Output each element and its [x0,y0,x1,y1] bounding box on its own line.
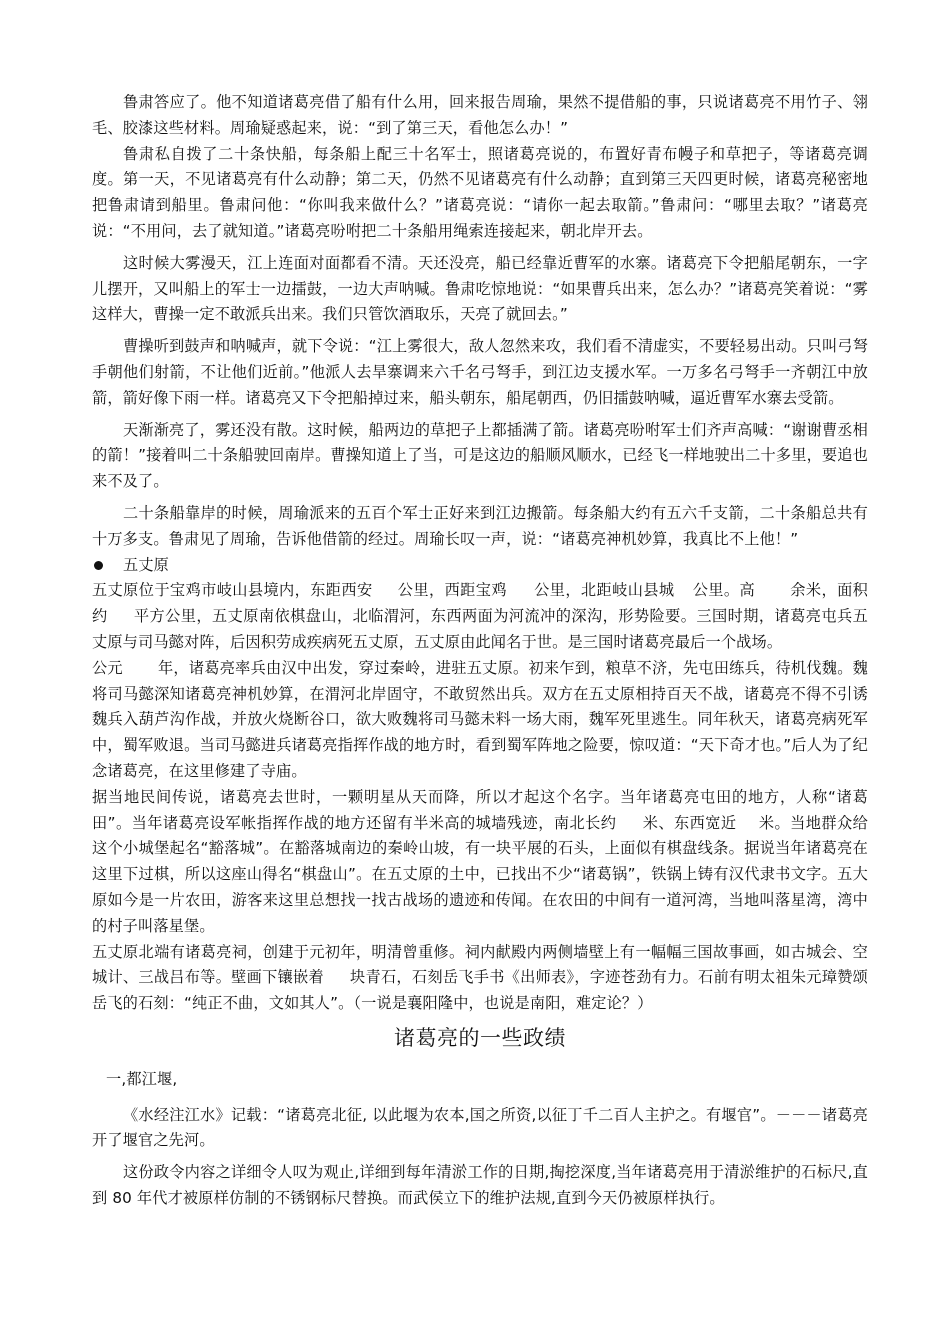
story-paragraph: 鲁肃私自拨了二十条快船，每条船上配三十名军士，照诸葛亮说的，布置好青布幔子和草把子，等诸葛亮调度。第一天，不见诸葛亮有什么动静；第二天，仍然不见诸葛亮有什么动静；直到第三天四更时候，诸葛亮秘密地把鲁肃请到船里。鲁肃问他：“你叫我来做什么？”诸葛亮说：“请你一起去取箭。”鲁肃问：“哪里去取？”诸葛亮说：“不用问，去了就知道。”诸葛亮吩咐把二十条船用绳索连接起来，朝北岸开去。 [92,144,868,240]
bullet-dot-icon [94,561,103,570]
section-heading: 诸葛亮的一些政绩 [394,1025,566,1050]
wuzhangyuan-paragraph: 据当地民间传说，诸葛亮去世时，一颗明星从天而降，所以才起这个名字。当年诸葛亮屯田的地方，人称“诸葛田”。当年诸葛亮设军帐指挥作战的地方还留有半米高的城墙残迹，南北长约 米、东西宽近 米。当地群众给这个小城堡起名“豁落城”。在豁落城南边的秦岭山坡，有一块平展的石头，上面似有棋盘线条。据说当年诸葛亮在这里下过棋，所以这座山得名“棋盘山”。在五丈原的土中，已找出不少“诸葛锅”，铁锅上铸有汉代隶书文字。五大原如今是一片农田，游客来这里总想找一找古战场的遗迹和传闻。在农田的中间有一道河湾，当地叫落星湾，湾中的村子叫落星堡。 [92,787,868,935]
bullet-item [92,553,868,579]
document-page [92,90,868,1212]
story-paragraph: 曹操听到鼓声和呐喊声，就下令说：“江上雾很大，敌人忽然来攻，我们看不清虚实，不要轻易出动。只叫弓弩手朝他们射箭，不让他们近前。”他派人去旱寨调来六千名弓弩手，到江边支援水军。一万多名弓弩手一齐朝江中放箭，箭好像下雨一样。诸葛亮又下令把船掉过来，船头朝东，船尾朝西，仍旧擂鼓呐喊，逼近曹军水寨去受箭。 [92,337,868,407]
story-paragraph: 这时候大雾漫天，江上连面对面都看不清。天还没亮，船已经靠近曹军的水寨。诸葛亮下令把船尾朝东，一字儿摆开，又叫船上的军士一边擂鼓，一边大声呐喊。鲁肃吃惊地说：“如果曹兵出来，怎么办？”诸葛亮笑着说：“雾这样大，曹操一定不敢派兵出来。我们只管饮酒取乐，天亮了就回去。” [92,253,868,324]
dujiangyan-paragraph: 这份政令内容之详细令人叹为观止,详细到每年清淤工作的日期,掏挖深度,当年诸葛亮用于清淤维护的石标尺,直到 80 年代才被原样仿制的不锈钢标尺替换。而武侯立下的维护法规,直到今天仍被原样执行。 [92,1163,868,1208]
story-paragraph: 二十条船靠岸的时候，周瑜派来的五百个军士正好来到江边搬箭。每条船大约有五六千支箭，二十条船总共有十万多支。鲁肃见了周瑜，告诉他借箭的经过。周瑜长叹一声，说：“诸葛亮神机妙算，我真比不上他！” [92,503,868,548]
sub-heading: 一,都江堰, [106,1069,178,1088]
wuzhangyuan-paragraph: 五丈原北端有诸葛亮祠，创建于元初年，明清曾重修。祠内献殿内两侧墙壁上有一幅幅三国故事画，如古城会、空城计、三战吕布等。壁画下镶嵌着 块青石，石刻岳飞手书《出师表》，字迹苍劲有力。石前有明太祖朱元璋赞颂岳飞的石刻：“纯正不曲，文如其人”。（一说是襄阳隆中，也说是南阳，难定论？） [92,942,869,1013]
wuzhangyuan-paragraph: 公元 年，诸葛亮率兵由汉中出发，穿过秦岭，进驻五丈原。初来乍到，粮草不济，先屯田练兵，待机伐魏。魏将司马懿深知诸葛亮神机妙算，在渭河北岸固守，不敢贸然出兵。双方在五丈原相持百天不战，诸葛亮不得不引诱魏兵入葫芦沟作战，并放火烧断谷口，欲大败魏将司马懿未料一场大雨，魏军死里逃生。同年秋天，诸葛亮病死军中，蜀军败退。当司马懿进兵诸葛亮指挥作战的地方时，看到蜀军阵地之险要，惊叹道：“天下奇才也。”后人为了纪念诸葛亮，在这里修建了寺庙。 [92,658,868,780]
story-paragraph: 天渐渐亮了，雾还没有散。这时候，船两边的草把子上都插满了箭。诸葛亮吩咐军士们齐声高喊：“谢谢曹丞相的箭！”接着叫二十条船驶回南岸。曹操知道上了当，可是这边的船顺风顺水，已经飞一样地驶出二十多里，要追也来不及了。 [92,420,868,491]
wuzhangyuan-paragraph: 五丈原位于宝鸡市岐山县境内，东距西安 公里，西距宝鸡 公里，北距岐山县城 公里。高 余米，面积约 平方公里，五丈原南依棋盘山，北临渭河，东西两面为河流冲的深沟，形势险要。三国时期，诸葛亮屯兵五丈原与司马懿对阵，后因积劳成疾病死五丈原，五丈原由此闻名于世。是三国时诸葛亮最后一个战场。 [92,581,868,651]
story-paragraph: 鲁肃答应了。他不知道诸葛亮借了船有什么用，回来报告周瑜，果然不提借船的事，只说诸葛亮不用竹子、翎毛、胶漆这些材料。周瑜疑惑起来，说：“到了第三天，看他怎么办！” [92,93,868,137]
dujiangyan-paragraph: 《水经注江水》记载：“诸葛亮北征, 以此堰为农本,国之所资,以征丁千二百人主护之。有堰官”。－－－诸葛亮开了堰官之先河。 [92,1105,868,1150]
bullet-title: 五丈原 [123,555,170,574]
